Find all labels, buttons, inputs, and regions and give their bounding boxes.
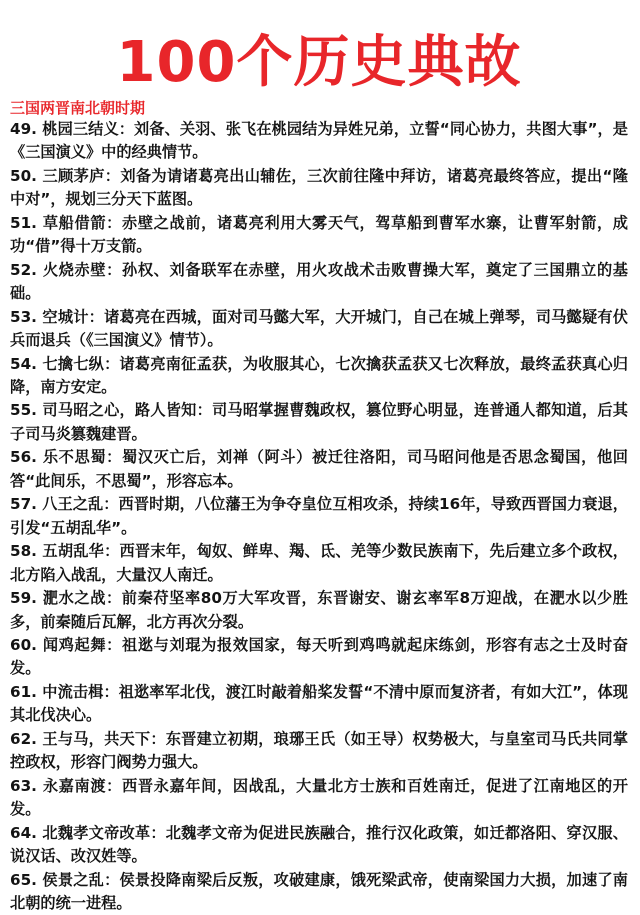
story-entry-62: 62. 王与马，共天下：东晋建立初期，琅琊王氏（如王导）权势极大，与皇室司马氏共同掌控政权，形容门阀势力强大。 bbox=[10, 728, 628, 775]
story-entry-51: 51. 草船借箭：赤壁之战前，诸葛亮利用大雾天气，驾草船到曹军水寨，让曹军射箭，成功“借”得十万支箭。 bbox=[10, 212, 628, 259]
story-entry-54: 54. 七擒七纵：诸葛亮南征孟获，为收服其心，七次擒获孟获又七次释放，最终孟获真心归降，南方安定。 bbox=[10, 353, 628, 400]
section-heading: 三国两晋南北朝时期 bbox=[10, 98, 628, 118]
story-entry-59: 59. 淝水之战：前秦苻坚率80万大军攻晋，东晋谢安、谢玄率军8万迎战，在淝水以少胜多，前秦随后瓦解，北方再次分裂。 bbox=[10, 587, 628, 634]
story-entry-60: 60. 闻鸡起舞：祖逖与刘琨为报效国家，每天听到鸡鸣就起床练剑，形容有志之士及时奋发。 bbox=[10, 634, 628, 681]
story-entry-50: 50. 三顾茅庐：刘备为请诸葛亮出山辅佐，三次前往隆中拜访，诸葛亮最终答应，提出“隆中对”，规划三分天下蓝图。 bbox=[10, 165, 628, 212]
story-entry-53: 53. 空城计：诸葛亮在西城，面对司马懿大军，大开城门，自己在城上弹琴，司马懿疑有伏兵而退兵（《三国演义》情节）。 bbox=[10, 306, 628, 353]
story-list bbox=[10, 118, 628, 915]
story-entry-64: 64. 北魏孝文帝改革：北魏孝文帝为促进民族融合，推行汉化政策，如迁都洛阳、穿汉服、说汉话、改汉姓等。 bbox=[10, 822, 628, 869]
story-entry-52: 52. 火烧赤壁：孙权、刘备联军在赤壁，用火攻战术击败曹操大军，奠定了三国鼎立的基础。 bbox=[10, 259, 628, 306]
story-entry-58: 58. 五胡乱华：西晋末年，匈奴、鲜卑、羯、氐、羌等少数民族南下，先后建立多个政权，北方陷入战乱，大量汉人南迁。 bbox=[10, 540, 628, 587]
story-entry-55: 55. 司马昭之心，路人皆知：司马昭掌握曹魏政权，篡位野心明显，连普通人都知道，后其子司马炎篡魏建晋。 bbox=[10, 399, 628, 446]
page-title: 100个历史典故 bbox=[10, 0, 628, 96]
story-entry-65: 65. 侯景之乱：侯景投降南梁后反叛，攻破建康，饿死梁武帝，使南梁国力大损，加速了南北朝的统一进程。 bbox=[10, 869, 628, 915]
story-entry-57: 57. 八王之乱：西晋时期，八位藩王为争夺皇位互相攻杀，持续16年，导致西晋国力衰退，引发“五胡乱华”。 bbox=[10, 493, 628, 540]
story-entry-56: 56. 乐不思蜀：蜀汉灭亡后，刘禅（阿斗）被迁往洛阳，司马昭问他是否思念蜀国，他回答“此间乐，不思蜀”，形容忘本。 bbox=[10, 446, 628, 493]
story-entry-49: 49. 桃园三结义：刘备、关羽、张飞在桃园结为异姓兄弟，立誓“同心协力，共图大事”，是《三国演义》中的经典情节。 bbox=[10, 118, 628, 165]
story-entry-63: 63. 永嘉南渡：西晋永嘉年间，因战乱，大量北方士族和百姓南迁，促进了江南地区的开发。 bbox=[10, 775, 628, 822]
story-entry-61: 61. 中流击楫：祖逖率军北伐，渡江时敲着船桨发誓“不清中原而复济者，有如大江”，体现其北伐决心。 bbox=[10, 681, 628, 728]
